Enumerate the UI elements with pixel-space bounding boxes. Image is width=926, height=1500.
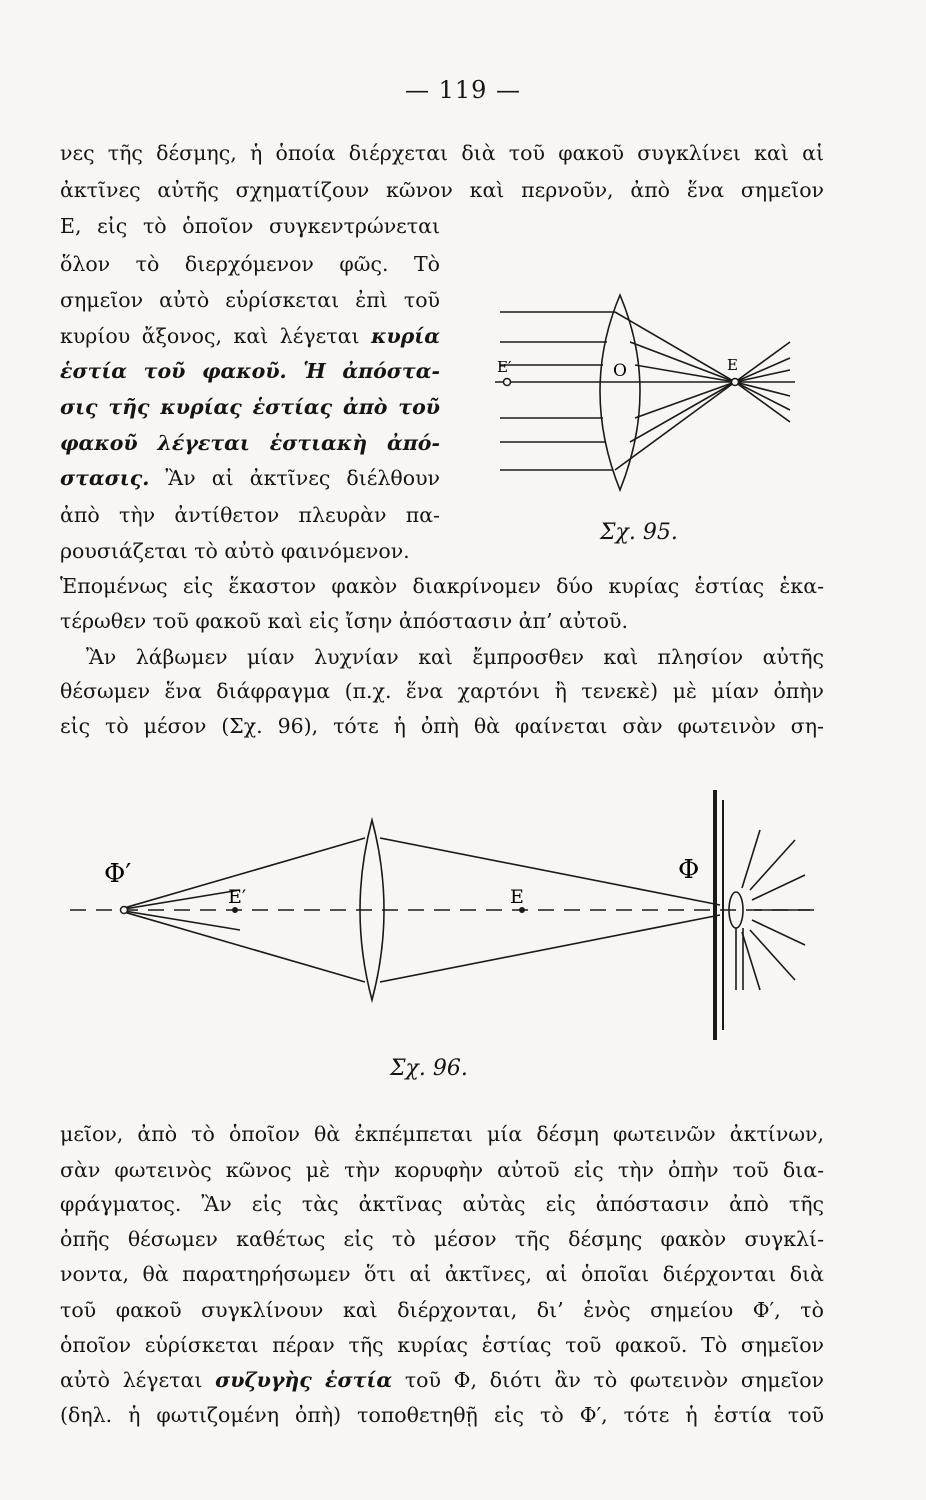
label-e: E	[727, 356, 738, 374]
text-line: ἀπὸ τὴν ἀντίθετον πλευρὰν πα-	[60, 503, 440, 527]
page-number: — 119 —	[404, 76, 522, 104]
text-line	[60, 1370, 824, 1391]
text-line: τέρωθεν τοῦ φακοῦ καὶ εἰς ἴσην ἀπόστασιν ἀπ’ αὐτοῦ.	[60, 609, 628, 633]
phi-prime-point	[121, 907, 128, 914]
term-stasis: στασις.	[60, 466, 150, 490]
text-line: φακοῦ λέγεται ἑστιακὴ ἀπό-	[60, 431, 440, 455]
text-line: μεῖον, ἀπὸ τὸ ὁποῖον θὰ ἐκπέμπεται μία δέσμη φωτεινῶν ἀκτίνων,	[60, 1122, 824, 1146]
term-kyria-estia: ἑστία τοῦ φακοῦ.	[60, 359, 287, 383]
label-e-prime: E′	[497, 358, 512, 376]
text-line: ἀκτῖνες αὐτῆς σχηματίζουν κῶνον καὶ περνοῦν, ἀπὸ ἕνα σημεῖον	[60, 178, 824, 202]
label-e-prime: E′	[228, 886, 247, 908]
focus-point-right	[732, 379, 739, 386]
term-syzygis-estia: συζυγὴς ἑστία	[215, 1368, 393, 1392]
term-kyria: κυρία	[371, 324, 440, 348]
focus-point-left	[504, 379, 511, 386]
text-line: σὰν φωτεινὸς κῶνος μὲ τὴν κορυφὴν αὐτοῦ εἰς τὴν ὀπὴν τοῦ δια-	[60, 1158, 824, 1182]
text-line	[60, 361, 440, 382]
text-line	[60, 326, 440, 347]
text-span: Ἂν αἱ ἀκτῖνες διέλθουν	[149, 466, 440, 490]
text-line: φράγματος. Ἂν εἰς τὰς ἀκτῖνας αὐτὰς εἰς ἀπόστασιν ἀπὸ τῆς	[60, 1192, 824, 1216]
text-line	[60, 468, 440, 489]
text-span: κυρίου ἄξονος, καὶ λέγεται	[60, 324, 372, 348]
text-line: ὅλον τὸ διερχόμενον φῶς. Τὸ	[60, 252, 440, 276]
text-line: νοντα, θὰ παρατηρήσωμεν ὅτι αἱ ἀκτῖνες, αἱ ὁποῖαι διέρχονται διὰ	[60, 1262, 824, 1286]
label-o: O	[613, 361, 627, 381]
text-line: εἰς τὸ μέσον (Σχ. 96), τότε ἡ ὀπὴ θὰ φαίνεται σὰν φωτεινὸν ση-	[60, 714, 824, 738]
label-phi-prime: Φ′	[104, 859, 132, 889]
text-line: θέσωμεν ἕνα διάφραγμα (π.χ. ἕνα χαρτόνι ἢ τενεκὲ) μὲ μίαν ὀπὴν	[60, 679, 824, 703]
text-line: ὁποῖον εὑρίσκεται πέραν τῆς κυρίας ἑστίας τοῦ φακοῦ. Τὸ σημεῖον	[60, 1333, 824, 1357]
text-line: τοῦ φακοῦ συγκλίνουν καὶ διέρχονται, δι’ ἑνὸς σημείου Φ′, τὸ	[60, 1298, 824, 1322]
text-line: Ἂν λάβωμεν μίαν λυχνίαν καὶ ἔμπροσθεν καὶ πλησίον αὐτῆς	[86, 645, 824, 669]
text-line: Ἑπομένως εἰς ἕκαστον φακὸν διακρίνομεν δύο κυρίας ἑστίας ἑκα-	[60, 574, 824, 598]
convex-lens	[600, 295, 640, 490]
text-line: σις τῆς κυρίας ἑστίας ἀπὸ τοῦ	[60, 395, 440, 419]
text-line: ὀπῆς θέσωμεν καθέτως εἰς τὸ μέσον τῆς δέσμης φακὸν συγκλί-	[60, 1227, 824, 1251]
text-span: τοῦ Φ, διότι ἂν τὸ φωτεινὸν σημεῖον	[392, 1368, 824, 1392]
text-line: νες τῆς δέσμης, ἡ ὁποία διέρχεται διὰ τοῦ φακοῦ συγκλίνει καὶ αἱ	[60, 141, 824, 165]
text-line: ρουσιάζεται τὸ αὐτὸ φαινόμενον.	[60, 539, 410, 563]
text-line: σημεῖον αὐτὸ εὑρίσκεται ἐπὶ τοῦ	[60, 288, 440, 312]
figure-95-caption: Σχ. 95.	[600, 520, 678, 545]
term-apostasis-start: Ἡ ἀπόστα-	[286, 359, 440, 383]
text-line: (δηλ. ἡ φωτιζομένη ὀπὴ) τοποθετηθῇ εἰς τὸ Φ′, τότε ἡ ἑστία τοῦ	[60, 1403, 824, 1427]
figure-95-lens-diagram	[455, 290, 815, 550]
text-span: αὐτὸ λέγεται	[60, 1368, 216, 1392]
label-e: E	[510, 886, 524, 908]
figure-96-caption: Σχ. 96.	[390, 1056, 468, 1081]
label-phi: Φ	[678, 855, 700, 885]
text-line: Ε, εἰς τὸ ὁποῖον συγκεντρώνεται	[60, 214, 440, 238]
figure-96-conjugate-focus-diagram	[60, 770, 826, 1050]
